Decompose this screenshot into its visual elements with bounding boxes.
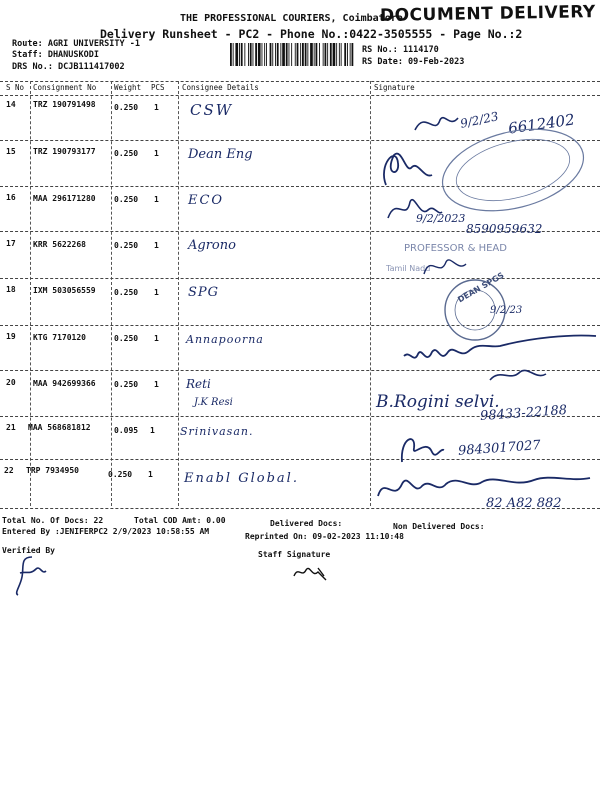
row-consignment: TRZ 190793177 (33, 147, 96, 156)
row-consignee: Agrono (188, 238, 236, 253)
row-consignee: Enabl Global. (184, 471, 299, 486)
staff-signature-label: Staff Signature (258, 550, 331, 559)
barcode (230, 43, 355, 66)
rs-date: RS Date: 09-Feb-2023 (362, 57, 465, 67)
row-sno: 20 (6, 378, 16, 387)
row-pcs: 1 (148, 470, 153, 479)
rule (0, 325, 600, 326)
row19-signature (400, 330, 600, 390)
runsheet-title: Delivery Runsheet - PC2 - Phone No.:0422-3505555 - Page No.:2 (100, 27, 523, 41)
reprinted-on: Reprinted On: 09-02-2023 11:10:48 (245, 532, 404, 541)
verified-by-signature (10, 553, 50, 598)
row22-number-handwriting: 82 A82 882 (486, 496, 562, 511)
row-consignment: IXM 503056559 (33, 286, 96, 295)
row-pcs: 1 (154, 103, 159, 112)
column-rule (30, 81, 31, 506)
row-consignment: MAA 568681812 (28, 423, 91, 432)
row-consignee: CSW (190, 101, 234, 119)
verified-by-label: Verified By (2, 546, 55, 555)
row-consignment: MAA 942699366 (33, 379, 96, 388)
row-sno: 19 (6, 332, 16, 341)
staff-signature (290, 562, 330, 582)
row-consignee: SPG (188, 285, 220, 300)
entered-by: Entered By :JENIFERPC2 2/9/2023 10:58:55 AM (2, 527, 210, 536)
table-header (0, 81, 600, 95)
row-consignment: MAA 296171280 (33, 194, 96, 203)
rule (0, 95, 600, 96)
row-weight: 0.250 (114, 380, 139, 389)
row-consignee: Dean Eng (188, 147, 253, 162)
drs-number: DRS No.: DCJB111417002 (12, 62, 125, 72)
row-consignment: TRP 7934950 (26, 466, 79, 475)
row21-number-handwriting: 9843017027 (457, 438, 542, 459)
stamp-tamil-nadu: Tamil Nadu (386, 264, 431, 273)
row-weight: 0.095 (114, 426, 139, 435)
column-header-pcs: PCS (151, 83, 165, 92)
stamp-dean-spgs: DEAN SPGS (456, 270, 506, 305)
rule (0, 81, 600, 82)
row-consignee: Reti (186, 377, 211, 391)
column-rule (111, 81, 112, 506)
rule (0, 278, 600, 279)
row-consignment: KRR 5622268 (33, 240, 86, 249)
row-pcs: 1 (154, 380, 159, 389)
stamp-professor-head: PROFESSOR & HEAD (404, 243, 507, 254)
route-label: Route: AGRI UNIVERSITY -1 (12, 39, 140, 49)
column-header-consignment: Consignment No (33, 83, 97, 92)
row-sno: 21 (6, 423, 16, 432)
column-header-sno: S No (6, 83, 25, 92)
row-consignee-sub: J.K Resi (194, 397, 233, 408)
row20-name-handwriting: B.Rogini selvi. (376, 392, 500, 412)
rs-number: RS No.: 1114170 (362, 45, 439, 55)
row-weight: 0.250 (114, 288, 139, 297)
row-weight: 0.250 (114, 149, 139, 158)
column-rule (370, 81, 371, 506)
row-pcs: 1 (154, 195, 159, 204)
row14-date-handwriting: 9/2/23 (458, 109, 500, 131)
row18-date-handwriting: 9/2/23 (490, 305, 523, 316)
non-delivered-docs: Non Delivered Docs: (393, 522, 485, 531)
row-consignment: KTG 7170120 (33, 333, 86, 342)
row-sno: 16 (6, 193, 16, 202)
column-header-signature: Signature (374, 83, 415, 92)
row14-number-handwriting: 6612402 (507, 110, 576, 138)
row-weight: 0.250 (114, 195, 139, 204)
row-consignee: Srinivasan. (180, 425, 254, 438)
total-docs: Total No. Of Docs: 22 (2, 516, 104, 525)
row-weight: 0.250 (114, 334, 139, 343)
row20-number-handwriting: 98433-22188 (479, 402, 568, 425)
row-sno: 18 (6, 285, 16, 294)
row-sno: 22 (4, 466, 14, 475)
row16-number-handwriting: 8590959632 (466, 222, 543, 236)
row-sno: 17 (6, 239, 16, 248)
row-sno: 14 (6, 100, 16, 109)
company-name: THE PROFESSIONAL COURIERS, Coimbatore (180, 13, 403, 24)
row-pcs: 1 (154, 149, 159, 158)
column-header-consignee: Consignee Details (182, 83, 259, 92)
column-header-weight: Weight (114, 83, 142, 92)
row-consignee: Annapoorna (186, 333, 264, 346)
row-pcs: 1 (154, 241, 159, 250)
row-consignee: ECO (188, 193, 225, 208)
row-weight: 0.250 (114, 103, 139, 112)
rule (0, 459, 600, 460)
total-cod: Total COD Amt: 0.00 (134, 516, 226, 525)
row-pcs: 1 (150, 426, 155, 435)
row21-signature (396, 428, 446, 466)
row-sno: 15 (6, 147, 16, 156)
document-delivery-label: DOCUMENT DELIVERY (379, 2, 596, 26)
column-rule (178, 81, 179, 506)
row16-date-handwriting: 9/2/2023 (416, 212, 466, 225)
row-consignment: TRZ 190791498 (33, 100, 96, 109)
row15-signature (376, 145, 436, 190)
delivered-docs: Delivered Docs: (270, 519, 343, 528)
row-weight: 0.250 (108, 470, 133, 479)
staff-label: Staff: DHANUSKODI (12, 50, 99, 60)
row-weight: 0.250 (114, 241, 139, 250)
row-pcs: 1 (154, 288, 159, 297)
row-pcs: 1 (154, 334, 159, 343)
